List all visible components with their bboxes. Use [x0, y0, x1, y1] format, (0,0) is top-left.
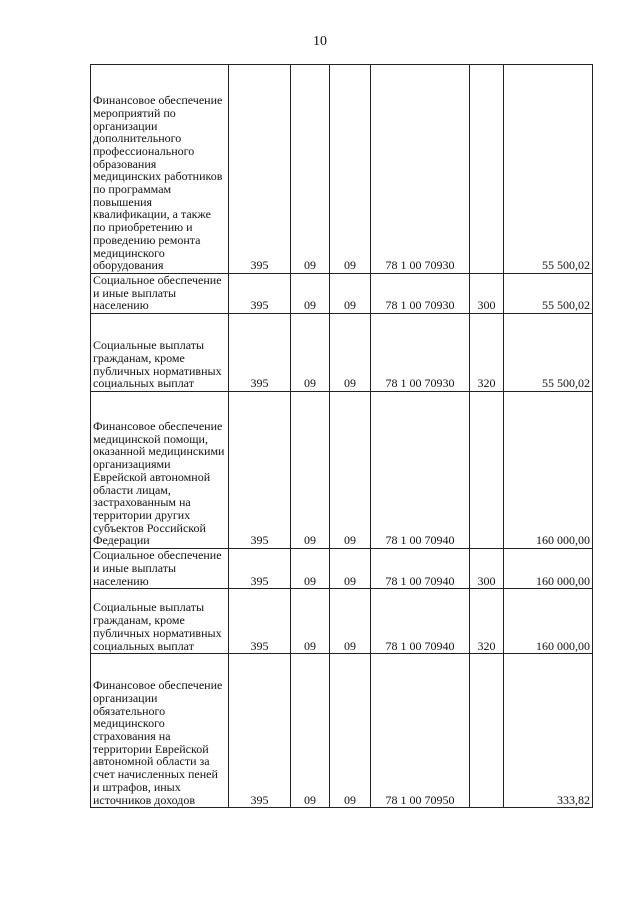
- table-row: [91, 392, 593, 549]
- amount-cell: 55 500,02: [504, 65, 593, 274]
- amount-cell: 55 500,02: [504, 274, 593, 314]
- amount-cell: 160 000,00: [504, 392, 593, 549]
- target-article-cell: 78 1 00 70930: [371, 65, 470, 274]
- glava-cell: 395: [229, 65, 291, 274]
- table-row: [91, 549, 593, 589]
- glava-cell: 395: [229, 654, 291, 808]
- podrazdel-cell: 09: [330, 549, 371, 589]
- razdel-cell: 09: [291, 589, 330, 654]
- razdel-cell: 09: [291, 314, 330, 392]
- expense-type-cell: [470, 654, 504, 808]
- table-row: [91, 274, 593, 314]
- amount-cell: 160 000,00: [504, 549, 593, 589]
- podrazdel-cell: 09: [330, 392, 371, 549]
- glava-cell: 395: [229, 314, 291, 392]
- glava-cell: 395: [229, 392, 291, 549]
- razdel-cell: 09: [291, 274, 330, 314]
- row-name-cell: Финансовое обеспечение мероприятий по организации дополнительного профессионального образования медицинских работников по программам повышения квалификации, а также по приобретению и проведению ремонта медицинского оборудования: [91, 65, 229, 274]
- razdel-cell: 09: [291, 392, 330, 549]
- razdel-cell: 09: [291, 654, 330, 808]
- razdel-cell: 09: [291, 549, 330, 589]
- podrazdel-cell: 09: [330, 589, 371, 654]
- expense-type-cell: 320: [470, 589, 504, 654]
- amount-cell: 333,82: [504, 654, 593, 808]
- amount-cell: 55 500,02: [504, 314, 593, 392]
- expense-type-cell: 300: [470, 274, 504, 314]
- row-name-cell: Социальные выплаты гражданам, кроме публичных нормативных социальных выплат: [91, 314, 229, 392]
- table-row: [91, 654, 593, 808]
- podrazdel-cell: 09: [330, 65, 371, 274]
- target-article-cell: 78 1 00 70940: [371, 392, 470, 549]
- target-article-cell: 78 1 00 70940: [371, 549, 470, 589]
- glava-cell: 395: [229, 274, 291, 314]
- podrazdel-cell: 09: [330, 274, 371, 314]
- table-row: [91, 314, 593, 392]
- glava-cell: 395: [229, 549, 291, 589]
- expense-type-cell: 320: [470, 314, 504, 392]
- expense-type-cell: [470, 392, 504, 549]
- podrazdel-cell: 09: [330, 314, 371, 392]
- row-name-cell: Социальные выплаты гражданам, кроме публичных нормативных социальных выплат: [91, 589, 229, 654]
- target-article-cell: 78 1 00 70930: [371, 314, 470, 392]
- podrazdel-cell: 09: [330, 654, 371, 808]
- table-row: [91, 589, 593, 654]
- budget-table: [90, 64, 593, 808]
- glava-cell: 395: [229, 589, 291, 654]
- table-row: [91, 65, 593, 274]
- expense-type-cell: [470, 65, 504, 274]
- expense-type-cell: 300: [470, 549, 504, 589]
- amount-cell: 160 000,00: [504, 589, 593, 654]
- row-name-cell: Социальное обеспечение и иные выплаты населению: [91, 549, 229, 589]
- target-article-cell: 78 1 00 70940: [371, 589, 470, 654]
- row-name-cell: Социальное обеспечение и иные выплаты населению: [91, 274, 229, 314]
- page-number: 10: [313, 34, 327, 49]
- row-name-cell: Финансовое обеспечение медицинской помощи, оказанной медицинскими организациями Еврейской автономной области лицам, застрахованным на территории других субъектов Российской Федерации: [91, 392, 229, 549]
- razdel-cell: 09: [291, 65, 330, 274]
- target-article-cell: 78 1 00 70950: [371, 654, 470, 808]
- row-name-cell: Финансовое обеспечение организации обязательного медицинского страхования на территории Еврейской автономной области за счет начисленных пеней и штрафов, иных источников доходов: [91, 654, 229, 808]
- target-article-cell: 78 1 00 70930: [371, 274, 470, 314]
